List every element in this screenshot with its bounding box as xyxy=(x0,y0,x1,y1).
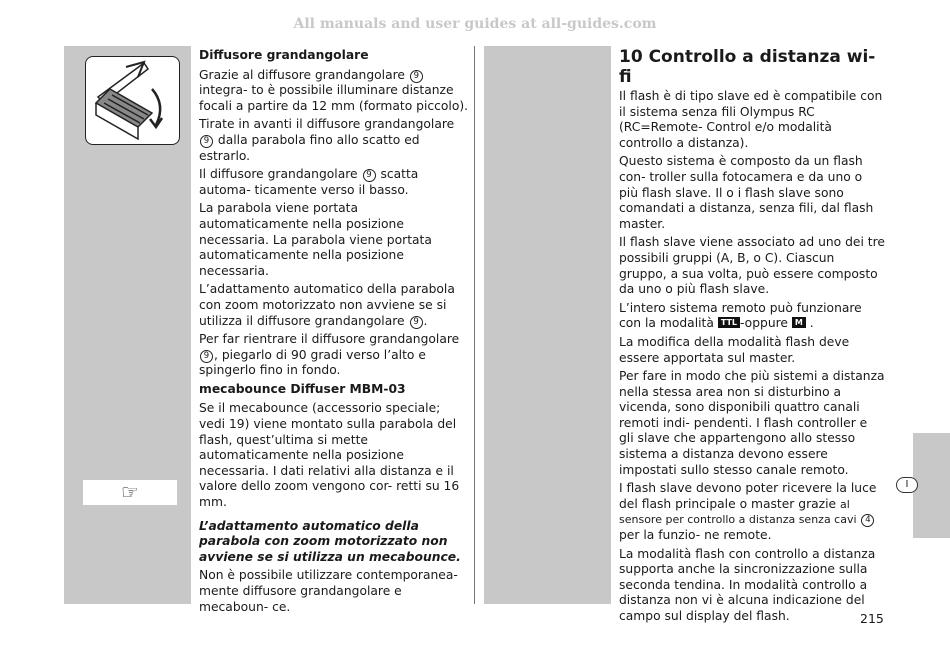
paragraph: La modalità flash con controllo a distanza supporta anche la sincronizzazione sulla seconda tendina. In modalità controllo a distanza non vi è alcuna indicazione del campo sul display del flash. xyxy=(619,546,876,623)
section-heading: mecabounce Diffuser MBM-03 xyxy=(199,381,406,396)
paragraph: Se il mecabounce (accessorio speciale; vedi 19) viene montato sulla parabola del flash, quest’ultima si mette automaticamente nella posizione necessaria. I dati relativi alla distanza e il valore dello zoom vengono cor- retti su 16 mm. xyxy=(199,401,460,510)
paragraph: Tirate in avanti il diffusore grandangolare 9 dalla parabola fino allo scatto ed estrarlo. xyxy=(199,117,455,163)
paragraph: Questo sistema è composto da un flash con- troller sulla fotocamera e da uno o più flash slave. Il o i flash slave sono comandati a distanza, senza fili, dal flash master. xyxy=(619,154,874,231)
paragraph: Grazie al diffusore grandangolare 9 integra- to è possibile illuminare distanze focali a partire da 12 mm (formato piccolo). xyxy=(199,67,469,113)
wide-angle-diffuser-illustration xyxy=(85,56,180,145)
note: L’adattamento automatico della parabola con zoom motorizzato non avviene se si utilizza un mecabounce. xyxy=(199,518,461,564)
chapter-title: 10 Controllo a distanza wi-fi xyxy=(619,47,876,87)
pointing-hand-icon: ☞ xyxy=(83,480,177,505)
watermark: All manuals and user guides at all-guides.com xyxy=(293,16,657,32)
ref-number-icon: 9 xyxy=(410,316,423,329)
language-badge: I xyxy=(896,477,918,493)
paragraph: I flash slave devono poter ricevere la luce del flash principale o master grazie al sensore per controllo a distanza senza cavi 4 per la funzio- ne remote. xyxy=(619,481,877,543)
paragraph: L’adattamento automatico della parabola con zoom motorizzato non avviene se si utilizza il diffusore grandangolare 9 . xyxy=(199,282,455,328)
ref-number-icon: 9 xyxy=(200,350,213,363)
ref-number-icon: 9 xyxy=(410,70,423,83)
ref-number-icon: 9 xyxy=(363,169,376,182)
paragraph: Non è possibile utilizzare contemporanea- mente diffusore grandangolare e mecaboun- ce. xyxy=(199,568,458,614)
column-divider xyxy=(474,46,475,604)
paragraph: La parabola viene portata automaticamente nella posizione necessaria. La parabola viene portata automaticamente nella posizione necessaria. xyxy=(199,201,432,278)
right-column xyxy=(619,47,885,628)
paragraph: Il flash è di tipo slave ed è compatibile con il sistema senza fili Olympus RC (RC=Remote- Control e/o modalità controllo a distanza). xyxy=(619,89,883,150)
right-margin-bar xyxy=(484,46,611,604)
ref-number-icon: 4 xyxy=(861,514,874,527)
section-heading: Diffusore grandangolare xyxy=(199,48,369,62)
manual-mode-icon: M xyxy=(792,317,806,328)
paragraph: La modifica della modalità flash deve essere apportata sul master. xyxy=(619,334,850,365)
paragraph: Per fare in modo che più sistemi a distanza nella stessa area non si disturbino a vicenda, sono disponibili quattro canali remoti indi- pendenti. I flash controller e gli slave che appartengono allo stesso sistema a distanza devono essere impostati sullo stesso canale remoto. xyxy=(619,369,885,477)
language-tab xyxy=(913,433,950,538)
ref-number-icon: 9 xyxy=(200,135,213,148)
left-column xyxy=(199,47,469,618)
ttl-mode-icon: TTL xyxy=(718,317,740,328)
paragraph: Il flash slave viene associato ad uno dei tre possibili gruppi (A, B, o C). Ciascun gruppo, a sua volta, può essere composto da uno o più flash slave. xyxy=(619,235,885,297)
paragraph: Il diffusore grandangolare 9 scatta automa- ticamente verso il basso. xyxy=(199,167,419,197)
paragraph: L’intero sistema remoto può funzionare con la modalità TTL -oppure M . xyxy=(619,300,862,331)
page-number: 215 xyxy=(860,611,884,626)
paragraph: Per far rientrare il diffusore grandangolare 9 , piegarlo di 90 gradi verso l’alto e spingerlo fino in fondo. xyxy=(199,332,460,378)
